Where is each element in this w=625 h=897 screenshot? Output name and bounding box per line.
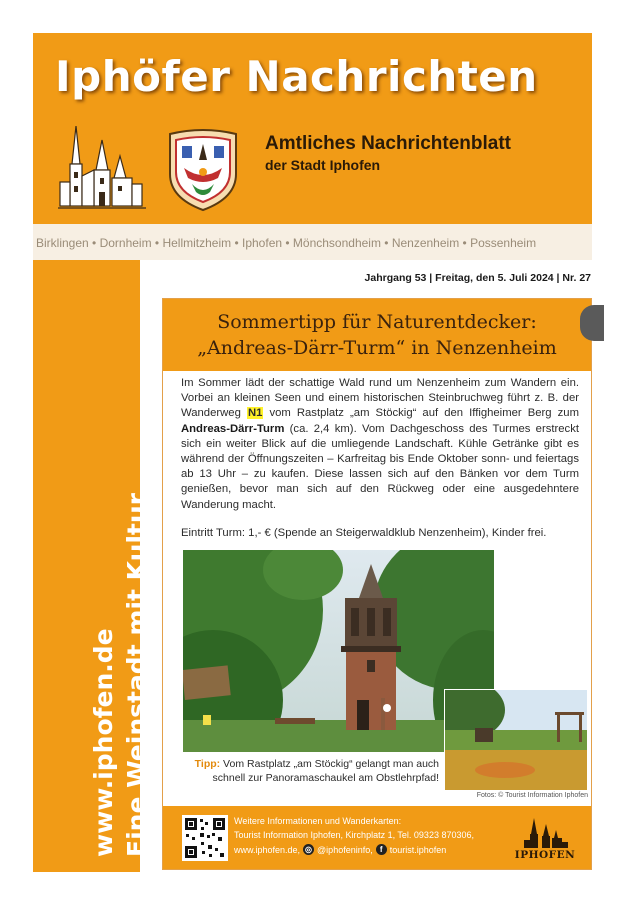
article-title-line1: Sommertipp für Naturentdecker: [217,311,537,333]
tower-name: Andreas-Därr-Turm [181,422,285,435]
facebook-icon: f [376,844,387,855]
villages-list: Birklingen • Dornheim • Hellmitzheim • Iphofen • Mönchsondheim • Nenzenheim • Possenheim [36,236,537,250]
sidebar-website[interactable]: www.iphofen.de [89,628,118,857]
article-title-line2: „Andreas-Därr-Turm“ in Nenzenheim [197,337,557,359]
iphofen-logo-text: IPHOFEN [514,849,576,861]
website-link[interactable]: www.iphofen.de, [234,844,301,855]
article-body [181,376,579,513]
subtitle: Amtliches Nachrichtenblatt [265,133,511,154]
coat-of-arms-icon [162,126,244,212]
photo-credit: Fotos: © Tourist Information Iphofen [476,792,588,799]
facebook-handle[interactable]: tourist.iphofen [389,844,447,855]
panorama-swing-photo [444,689,588,791]
tip-label: Tipp: [194,758,221,770]
sidebar-text [33,260,151,872]
entry-fee: Eintritt Turm: 1,- € (Spende an Steigerwaldklub Nenzenheim), Kinder frei. [181,527,547,539]
body-part2: vom Rastplatz „am Stöckig“ auf den Iffigheimer Berg zum [263,407,579,420]
tip-body: Vom Rastplatz „am Stöckig“ gelangt man auch schnell zur Panoramaschaukel am Obstlehrpfad! [212,758,439,784]
body-part3: (ca. 2,4 km). Vom Dachgeschoss des Turmes erstreckt sich ein weiter Blick auf die umliegende Landschaft. Kühle Getränke gibt es während der Öffnungszeiten – Karfreitag bis Ende Oktober sonn- und feiertags ab 13 Uhr – zu kaufen. Diese lassen sich auf den Bänken vor dem Turm genießen, bevor man sich auf den Rückweg oder eine ausgedehntere Wanderung macht. [181,422,579,511]
subtitle-town: der Stadt Iphofen [265,157,381,173]
info-address: Tourist Information Iphofen, Kirchplatz 1, Tel. 09323 870306, [234,830,474,840]
tip-text [181,757,439,785]
info-links [234,844,446,855]
article-header [163,299,591,371]
body-part1: Im Sommer lädt der schattige Wald rund um Nenzenheim zum Wandern ein. Vorbei an kleinen Seen und einem historischen Steinbruchweg führt z. B. der Wanderweg [181,377,579,420]
info-heading: Weitere Informationen und Wanderkarten: [234,816,402,826]
instagram-handle[interactable]: @iphofeninfo, [317,844,373,855]
issue-info: Jahrgang 53 | Freitag, den 5. Juli 2024 | Nr. 27 [364,272,591,284]
newspaper-title: Iphöfer Nachrichten [55,52,538,101]
sidebar-slogan: Eine Weinstadt mit Kultur [122,492,151,857]
town-skyline-logo [58,126,146,214]
qr-code-icon[interactable] [182,815,228,861]
route-badge: N1 [247,407,263,420]
instagram-icon: ◎ [303,844,314,855]
